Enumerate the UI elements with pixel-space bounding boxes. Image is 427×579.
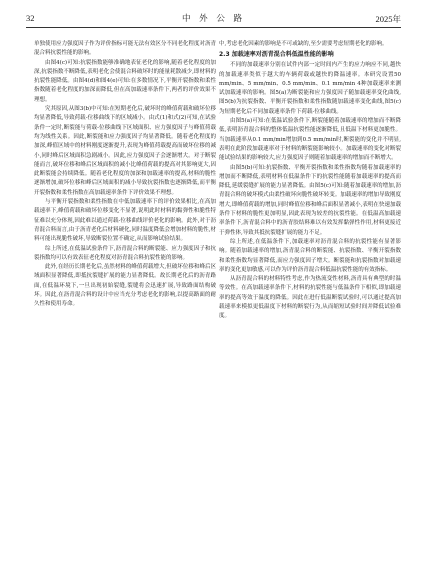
paragraph: 综上所述,在低温条件下,加载速率对沥青混合料的抗裂性能有显著影响。随着加载速率的增加,沥青混合料的断裂能、抗裂指数、平衡开裂指数和柔性指数均显著降低,而应力强度因子增大。断裂能和抗裂指数对加载速率的变化更加敏感,可以作为评价沥青混合料低温抗裂性能的有效指标。 bbox=[219, 238, 401, 273]
right-column bbox=[219, 40, 401, 322]
paragraph: 由图4(c)可知:抗裂指数能够准确地表征老化的影响,随着老化程度的加深,抗裂指数不断降低,表明老化会使混合料破坏时的能量耗散减少,即材料的抗裂性能降低。由图4(d)和图4(e)可知:在多数情况下,平衡开裂指数和柔性指数随着老化程度的加深而降低,但在高加载速率条件下,两者的评价效果不理想。 bbox=[34, 59, 216, 103]
paragraph: 从沥青混合料的材料特性考虑,作为热流变性材料,沥青具有典型的时温等效性。在高加载速率条件下,材料的抗裂性能与低温条件下相似,即加载速率的提高等效于温度的降低。因此在进行低温断裂试验时,可以通过提高加载速率来模拟更低温度下材料的断裂行为,从而缩短试验时间并降低试验难度。 bbox=[219, 276, 401, 320]
header-rule bbox=[26, 27, 401, 28]
paragraph: 由图5(a)可知:在低温试验条件下,断裂能随着加载速率的增加而不断降低,表明沥青混合料的整体低温抗裂性能逐渐降低,且低温下材料更加脆性。当加载速率从0.1 mm/min增加到0.5 mm/min时,断裂能的变化并不明显,表明在此阶段加载速率对于材料的断裂能影响较小。加载速率的变化对断裂能试验结果的影响较大,应力强度因子则随着加载速率的增加而不断增大。 bbox=[219, 118, 401, 162]
journal-year: 2025年 bbox=[375, 14, 401, 24]
paragraph: 与平衡开裂指数和柔性指数在中低加载速率下的评价效果相比,在高加载速率下,峰值荷载和破坏位移变化不显著,说明此时材料的黏弹性和脆性特征难以充分体现,因此难以通过荷载-位移曲线评价老化的影响。此外,对于沥青混合料而言,由于沥青老化后材料硬化,同时温度降低会增加材料的脆性,材料可能出现脆性破坏,导致断裂位置不确定,从而影响试验结果。 bbox=[34, 199, 216, 243]
paragraph: 不同的加载速率分别在试件内部一定时间内产生的应力响应不同,越快的加载速率类似于越大的车辆荷载或越快的降温速率。本研究设置50 mm/min、5 mm/min、0.5 mm/min、0.1 mm/min 4种加载速率来测试加载速率的影响。图5(a)为断裂能和应力强度因子随加载速率变化曲线,图5(b)为抗裂指数、平衡开裂指数和柔性指数随加载速率变化曲线,图5(c)为短期老化后不同加载速率条件下荷载-位移曲线。 bbox=[219, 62, 401, 115]
page-number: 32 bbox=[26, 13, 35, 23]
section-heading: 2.3 加载速率对沥青混合料低温性能的影响 bbox=[219, 51, 334, 59]
journal-title: 中 外 公 路 bbox=[181, 14, 246, 24]
left-column bbox=[34, 40, 216, 310]
paragraph: 由图5(b)可知:抗裂指数、平衡开裂指数和柔性指数均随着加载速率的增加而不断降低,表明材料在低温条件下的抗裂性能随着加载速率的提高而降低,延缓裂缝扩展的能力显著降低。由图5(c)可知:随着加载速率的增加,沥青混合料的破坏模式由柔性破坏向脆性破坏转变。加载速率的增加导致刚度增大,即峰值荷载的增加,同时峰值位移和峰后面积显著减小,表明在快速加载条件下材料的脆性更加明显,因此表现为较差的抗裂性能。在低温高加载速率条件下,沥青混合料中的沥青胶结料难以有效发挥黏弹性作用,材料更接近于弹性体,导致其抵抗裂缝扩展的能力不足。 bbox=[219, 164, 401, 236]
paragraph: 此外,在经历长期老化后,虽然材料的峰值荷载增大,但破坏位移和峰后区域面积显著降低,即抵抗裂缝扩展的能力显著降低。故长期老化后的沥青路面,在低温环境下,一旦出现初始裂缝,裂缝将会迅速扩展,导致路面结构破坏。因此,在沥青混合料的设计中应当充分考虑老化的影响,以提高路面的耐久性和使用寿命。 bbox=[34, 264, 216, 308]
paragraph: 单独使用应力强度因子作为评价指标可能无法有效区分不同老化程度对沥青混合料抗裂性能的影响。 bbox=[34, 41, 216, 57]
page-header bbox=[0, 0, 427, 30]
paragraph: 综上所述,在低温试验条件下,沥青混合料的断裂能、应力强度因子和抗裂指数均可以有效表征老化程度对沥青混合料抗裂性能的影响。 bbox=[34, 245, 216, 261]
paragraph: 中,考虑老化因素的影响是不可或缺的,至少需要考虑短期老化的影响。 bbox=[219, 41, 388, 47]
paragraph: 究其原因,从图3(b)中可知:在短期老化后,破坏时的峰值荷载和破坏位移均显著降低,导致荷载-位移曲线下的区域减小。由式(1)和式(2)可知,在试验条件一定时,断裂能与荷载-位移曲线下区域面积、应力强度因子与峰值荷载均为线性关系。因此,断裂能和应力强度因子均显著降低。随着老化程度的加深,峰值区域中的材料刚度逐渐提升,表现为峰值荷载提高而破坏位移的减小,同时峰后区域面积急剧减小。因此,应力强度因子会逐渐增大。对于断裂能而言,破坏位移和峰后区域面积的减小比峰值荷载的提高对其影响更大,因此断裂能会持续降低。随着老化程度的加深和加载速率的提高,材料的脆性逐渐增加,破坏位移和峰后区域面积的减小导致抗裂指数也逐渐降低,而平衡开裂指数和柔性指数在高加载速率条件下评价效果不理想。 bbox=[34, 106, 216, 196]
